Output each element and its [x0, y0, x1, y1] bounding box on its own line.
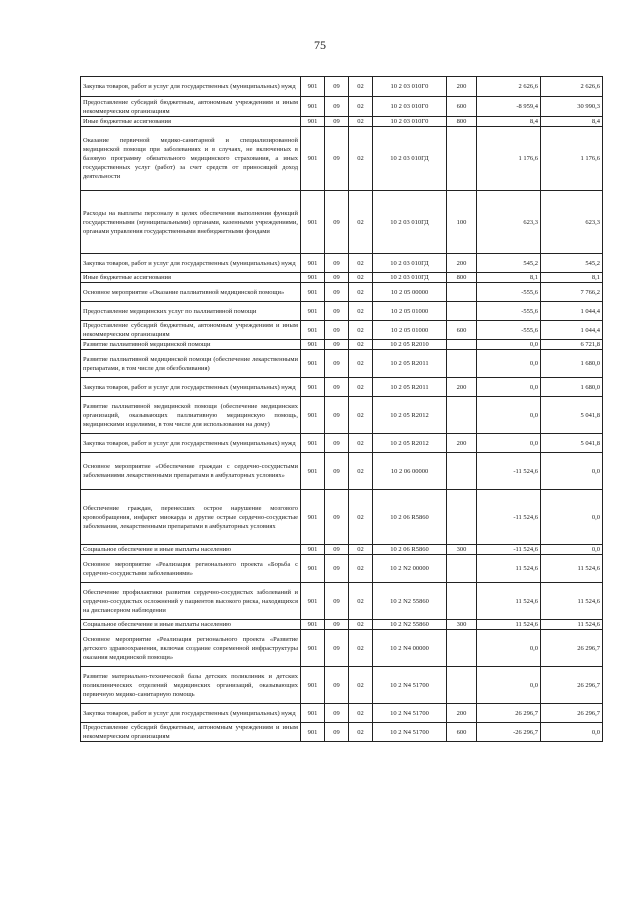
admin-code: 901: [301, 254, 325, 273]
section-code: 09: [325, 453, 349, 490]
subsection-code: 02: [349, 583, 373, 620]
amount-change: 2 626,6: [477, 77, 541, 97]
table-row: [81, 453, 603, 490]
admin-code: 901: [301, 283, 325, 302]
row-description: Закупка товаров, работ и услуг для государственных (муниципальных) нужд: [81, 378, 301, 397]
admin-code: 901: [301, 302, 325, 321]
expense-type-code: [447, 127, 477, 191]
admin-code: 901: [301, 191, 325, 254]
amount-total: 6 721,8: [541, 340, 603, 350]
admin-code: 901: [301, 127, 325, 191]
section-code: 09: [325, 630, 349, 667]
row-description: Иные бюджетные ассигнования: [81, 117, 301, 127]
amount-total: 30 990,3: [541, 97, 603, 117]
row-description: Предоставление медицинских услуг по паллиативной помощи: [81, 302, 301, 321]
table-row: [81, 117, 603, 127]
section-code: 09: [325, 273, 349, 283]
section-code: 09: [325, 77, 349, 97]
amount-total: 0,0: [541, 723, 603, 742]
subsection-code: 02: [349, 302, 373, 321]
section-code: 09: [325, 490, 349, 545]
expense-type-code: 200: [447, 704, 477, 723]
target-article-code: 10 2 05 00000: [373, 283, 447, 302]
amount-total: 1 044,4: [541, 321, 603, 340]
table-row: [81, 704, 603, 723]
table-row: [81, 667, 603, 704]
expense-type-code: [447, 667, 477, 704]
table-row: [81, 127, 603, 191]
amount-total: 26 296,7: [541, 704, 603, 723]
row-description: Закупка товаров, работ и услуг для государственных (муниципальных) нужд: [81, 704, 301, 723]
row-description: Расходы на выплаты персоналу в целях обеспечения выполнения функций государственными (муниципальными) органами, казенными учреждениями, органами управления государственными внебюджетными фондами: [81, 191, 301, 254]
admin-code: 901: [301, 340, 325, 350]
target-article-code: 10 2 03 010ГД: [373, 273, 447, 283]
target-article-code: 10 2 03 010Г0: [373, 77, 447, 97]
admin-code: 901: [301, 704, 325, 723]
admin-code: 901: [301, 321, 325, 340]
target-article-code: 10 2 06 R5860: [373, 545, 447, 555]
target-article-code: 10 2 05 R2012: [373, 397, 447, 434]
amount-change: 11 524,6: [477, 620, 541, 630]
table-row: [81, 340, 603, 350]
target-article-code: 10 2 N4 51700: [373, 704, 447, 723]
row-description: Развитие материально-технической базы детских поликлиник и детских поликлинических отделений медицинских организаций, оказывающих первичную медико-санитарную помощь: [81, 667, 301, 704]
target-article-code: 10 2 N4 51700: [373, 667, 447, 704]
target-article-code: 10 2 N2 55860: [373, 620, 447, 630]
admin-code: 901: [301, 620, 325, 630]
section-code: 09: [325, 583, 349, 620]
target-article-code: 10 2 05 R2011: [373, 350, 447, 378]
table-row: [81, 723, 603, 742]
expense-type-code: [447, 453, 477, 490]
expense-type-code: [447, 283, 477, 302]
amount-change: 0,0: [477, 434, 541, 453]
section-code: 09: [325, 283, 349, 302]
target-article-code: 10 2 05 R2012: [373, 434, 447, 453]
expense-type-code: 300: [447, 620, 477, 630]
admin-code: 901: [301, 77, 325, 97]
expense-type-code: [447, 583, 477, 620]
amount-change: 0,0: [477, 667, 541, 704]
subsection-code: 02: [349, 397, 373, 434]
admin-code: 901: [301, 545, 325, 555]
target-article-code: 10 2 N4 00000: [373, 630, 447, 667]
expense-type-code: 600: [447, 321, 477, 340]
page-number: 75: [314, 38, 326, 52]
admin-code: 901: [301, 667, 325, 704]
amount-change: 623,3: [477, 191, 541, 254]
admin-code: 901: [301, 350, 325, 378]
row-description: Развитие паллиативной медицинской помощи (обеспечение лекарственными препаратами, в том числе для обезболивания): [81, 350, 301, 378]
target-article-code: 10 2 03 010Г0: [373, 97, 447, 117]
row-description: Основное мероприятие «Реализация регионального проекта «Борьба с сердечно-сосудистыми заболеваниями»: [81, 555, 301, 583]
amount-total: 1 680,0: [541, 378, 603, 397]
admin-code: 901: [301, 434, 325, 453]
section-code: 09: [325, 350, 349, 378]
target-article-code: 10 2 05 R2011: [373, 378, 447, 397]
row-description: Основное мероприятие «Реализация регионального проекта «Развитие детского здравоохранения, включая создание современной инфраструктуры оказания медицинской помощи»: [81, 630, 301, 667]
expense-type-code: 200: [447, 254, 477, 273]
target-article-code: 10 2 03 010Г0: [373, 117, 447, 127]
expense-type-code: 100: [447, 191, 477, 254]
amount-change: -26 296,7: [477, 723, 541, 742]
target-article-code: 10 2 06 R5860: [373, 490, 447, 545]
budget-table: [80, 76, 603, 742]
expense-type-code: [447, 340, 477, 350]
section-code: 09: [325, 620, 349, 630]
table-row: [81, 97, 603, 117]
row-description: Основное мероприятие «Оказание паллиативной медицинской помощи»: [81, 283, 301, 302]
amount-change: -555,6: [477, 302, 541, 321]
table-row: [81, 555, 603, 583]
subsection-code: 02: [349, 620, 373, 630]
amount-change: -8 959,4: [477, 97, 541, 117]
table-row: [81, 545, 603, 555]
amount-change: 0,0: [477, 630, 541, 667]
subsection-code: 02: [349, 97, 373, 117]
subsection-code: 02: [349, 545, 373, 555]
subsection-code: 02: [349, 350, 373, 378]
section-code: 09: [325, 191, 349, 254]
row-description: Обеспечение профилактики развития сердечно-сосудистых заболеваний и сердечно-сосудистых осложнений у пациентов высокого риска, находящихся на диспансерном наблюдении: [81, 583, 301, 620]
amount-change: 8,4: [477, 117, 541, 127]
expense-type-code: 800: [447, 273, 477, 283]
subsection-code: 02: [349, 630, 373, 667]
amount-total: 2 626,6: [541, 77, 603, 97]
subsection-code: 02: [349, 378, 373, 397]
expense-type-code: 200: [447, 378, 477, 397]
table-row: [81, 350, 603, 378]
target-article-code: 10 2 03 010ГД: [373, 127, 447, 191]
expense-type-code: 600: [447, 97, 477, 117]
subsection-code: 02: [349, 127, 373, 191]
expense-type-code: 800: [447, 117, 477, 127]
subsection-code: 02: [349, 77, 373, 97]
table-row: [81, 254, 603, 273]
row-description: Иные бюджетные ассигнования: [81, 273, 301, 283]
amount-total: 8,4: [541, 117, 603, 127]
admin-code: 901: [301, 490, 325, 545]
target-article-code: 10 2 N2 55860: [373, 583, 447, 620]
amount-change: 545,2: [477, 254, 541, 273]
row-description: Предоставление субсидий бюджетным, автономным учреждениям и иным некоммерческим организациям: [81, 723, 301, 742]
row-description: Социальное обеспечение и иные выплаты населению: [81, 620, 301, 630]
table-row: [81, 321, 603, 340]
section-code: 09: [325, 434, 349, 453]
amount-total: 545,2: [541, 254, 603, 273]
section-code: 09: [325, 704, 349, 723]
amount-total: 1 680,0: [541, 350, 603, 378]
target-article-code: 10 2 N4 51700: [373, 723, 447, 742]
section-code: 09: [325, 667, 349, 704]
amount-total: 11 524,6: [541, 555, 603, 583]
amount-total: 5 041,8: [541, 397, 603, 434]
amount-total: 26 296,7: [541, 667, 603, 704]
admin-code: 901: [301, 630, 325, 667]
table-row: [81, 583, 603, 620]
section-code: 09: [325, 117, 349, 127]
table-row: [81, 620, 603, 630]
row-description: Обеспечение граждан, перенесших острое нарушение мозгового кровообращения, инфаркт миокарда и другие острые сердечно-сосудистые заболевания, лекарственными препаратами в амбулаторных условиях: [81, 490, 301, 545]
row-description: Социальное обеспечение и иные выплаты населению: [81, 545, 301, 555]
expense-type-code: [447, 490, 477, 545]
expense-type-code: [447, 350, 477, 378]
expense-type-code: 200: [447, 77, 477, 97]
row-description: Основное мероприятие «Обеспечение граждан с сердечно-сосудистыми заболеваниями лекарственными препаратами в амбулаторных условиях»: [81, 453, 301, 490]
subsection-code: 02: [349, 434, 373, 453]
table-row: [81, 434, 603, 453]
amount-total: 0,0: [541, 545, 603, 555]
row-description: Оказание первичной медико-санитарной и специализированной медицинской помощи при заболеваниях и в случаях, не включенных в базовую программу обязательного медицинского страхования, а иных государственных услуг (работ) за счет средств от приносящей доход деятельности: [81, 127, 301, 191]
amount-total: 1 044,4: [541, 302, 603, 321]
expense-type-code: 600: [447, 723, 477, 742]
subsection-code: 02: [349, 117, 373, 127]
expense-type-code: [447, 397, 477, 434]
amount-total: 0,0: [541, 490, 603, 545]
amount-total: 5 041,8: [541, 434, 603, 453]
admin-code: 901: [301, 117, 325, 127]
subsection-code: 02: [349, 273, 373, 283]
section-code: 09: [325, 723, 349, 742]
target-article-code: 10 2 N2 00000: [373, 555, 447, 583]
table-row: [81, 302, 603, 321]
target-article-code: 10 2 05 01000: [373, 321, 447, 340]
section-code: 09: [325, 397, 349, 434]
subsection-code: 02: [349, 667, 373, 704]
table-row: [81, 77, 603, 97]
amount-total: 7 766,2: [541, 283, 603, 302]
row-description: Развитие паллиативной медицинской помощи (обеспечение медицинских организаций, оказывающих паллиативную медицинскую помощь, медицинскими изделиями, в том числе для использования на дому): [81, 397, 301, 434]
section-code: 09: [325, 254, 349, 273]
amount-change: -555,6: [477, 283, 541, 302]
amount-change: 0,0: [477, 378, 541, 397]
section-code: 09: [325, 321, 349, 340]
subsection-code: 02: [349, 453, 373, 490]
table-row: [81, 191, 603, 254]
expense-type-code: 200: [447, 434, 477, 453]
subsection-code: 02: [349, 321, 373, 340]
expense-type-code: 300: [447, 545, 477, 555]
target-article-code: 10 2 03 010ГД: [373, 191, 447, 254]
amount-change: 0,0: [477, 397, 541, 434]
section-code: 09: [325, 545, 349, 555]
amount-change: -11 524,6: [477, 545, 541, 555]
admin-code: 901: [301, 378, 325, 397]
section-code: 09: [325, 378, 349, 397]
row-description: Развитие паллиативной медицинской помощи: [81, 340, 301, 350]
amount-total: 623,3: [541, 191, 603, 254]
target-article-code: 10 2 05 R2010: [373, 340, 447, 350]
amount-total: 11 524,6: [541, 583, 603, 620]
amount-change: 8,1: [477, 273, 541, 283]
section-code: 09: [325, 97, 349, 117]
amount-total: 0,0: [541, 453, 603, 490]
expense-type-code: [447, 555, 477, 583]
admin-code: 901: [301, 723, 325, 742]
amount-total: 26 296,7: [541, 630, 603, 667]
target-article-code: 10 2 03 010ГД: [373, 254, 447, 273]
row-description: Закупка товаров, работ и услуг для государственных (муниципальных) нужд: [81, 434, 301, 453]
section-code: 09: [325, 302, 349, 321]
admin-code: 901: [301, 97, 325, 117]
table-row: [81, 283, 603, 302]
amount-total: 1 176,6: [541, 127, 603, 191]
expense-type-code: [447, 630, 477, 667]
table-row: [81, 273, 603, 283]
section-code: 09: [325, 127, 349, 191]
admin-code: 901: [301, 555, 325, 583]
subsection-code: 02: [349, 191, 373, 254]
amount-change: 11 524,6: [477, 583, 541, 620]
admin-code: 901: [301, 453, 325, 490]
target-article-code: 10 2 05 01000: [373, 302, 447, 321]
row-description: Предоставление субсидий бюджетным, автономным учреждениям и иным некоммерческим организациям: [81, 97, 301, 117]
subsection-code: 02: [349, 555, 373, 583]
amount-change: 1 176,6: [477, 127, 541, 191]
table-row: [81, 397, 603, 434]
expense-type-code: [447, 302, 477, 321]
amount-change: 26 296,7: [477, 704, 541, 723]
target-article-code: 10 2 06 00000: [373, 453, 447, 490]
admin-code: 901: [301, 583, 325, 620]
subsection-code: 02: [349, 254, 373, 273]
amount-change: -11 524,6: [477, 453, 541, 490]
amount-total: 11 524,6: [541, 620, 603, 630]
subsection-code: 02: [349, 340, 373, 350]
section-code: 09: [325, 340, 349, 350]
amount-change: 0,0: [477, 350, 541, 378]
row-description: Закупка товаров, работ и услуг для государственных (муниципальных) нужд: [81, 77, 301, 97]
row-description: Закупка товаров, работ и услуг для государственных (муниципальных) нужд: [81, 254, 301, 273]
section-code: 09: [325, 555, 349, 583]
subsection-code: 02: [349, 490, 373, 545]
admin-code: 901: [301, 273, 325, 283]
subsection-code: 02: [349, 704, 373, 723]
amount-change: 0,0: [477, 340, 541, 350]
row-description: Предоставление субсидий бюджетным, автономным учреждениям и иным некоммерческим организациям: [81, 321, 301, 340]
table-row: [81, 630, 603, 667]
amount-change: -555,6: [477, 321, 541, 340]
amount-change: 11 524,6: [477, 555, 541, 583]
table-row: [81, 490, 603, 545]
admin-code: 901: [301, 397, 325, 434]
amount-change: -11 524,6: [477, 490, 541, 545]
table-row: [81, 378, 603, 397]
amount-total: 8,1: [541, 273, 603, 283]
subsection-code: 02: [349, 723, 373, 742]
subsection-code: 02: [349, 283, 373, 302]
